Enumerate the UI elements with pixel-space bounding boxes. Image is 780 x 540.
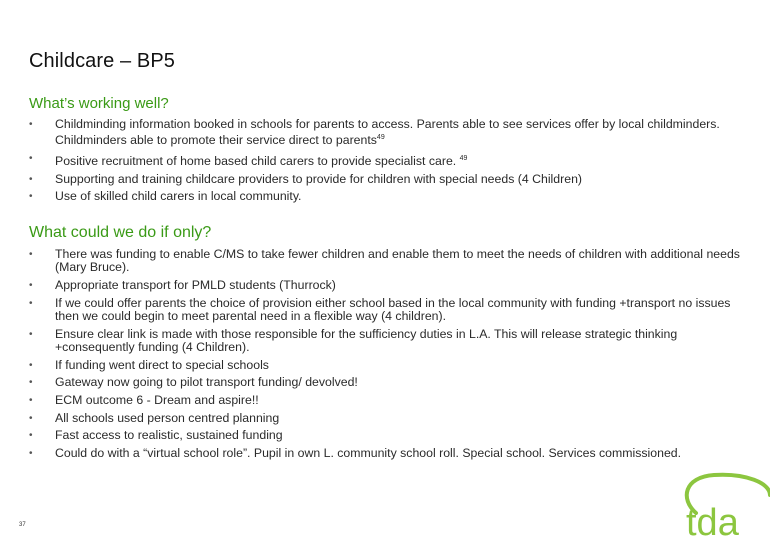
section-heading-working-well: What’s working well?: [29, 95, 169, 112]
tda-logo: [650, 465, 770, 540]
list-item-text: Ensure clear link is made with those responsible for the sufficiency duties in L.A. This will release strategic thinking +consequently funding (4 Children).: [55, 326, 678, 354]
list-item: [29, 279, 741, 292]
bullet-icon: •: [29, 173, 33, 185]
list-item: [29, 429, 741, 442]
slide-title: Childcare – BP5: [29, 50, 176, 72]
bullet-icon: •: [29, 395, 33, 407]
bullet-icon: •: [29, 119, 33, 130]
list-item: [29, 152, 741, 168]
bullet-icon: •: [29, 359, 33, 371]
list-item-text: Appropriate transport for PMLD students (Thurrock): [55, 277, 336, 292]
page-number: 37: [19, 522, 26, 528]
list-item: [29, 328, 741, 355]
footnote-ref: 49: [459, 154, 468, 162]
list-item: [29, 394, 741, 407]
list-item-text: Fast access to realistic, sustained funding: [55, 428, 283, 443]
bullet-icon: •: [29, 152, 33, 164]
working-well-list: [29, 118, 741, 208]
list-item-text: Could do with a “virtual school role”. Pupil in own L. community school roll. Special school. Services commissioned.: [55, 446, 682, 461]
list-item: [29, 173, 741, 186]
list-item-text: Use of skilled child carers in local community.: [55, 189, 302, 204]
list-item-text: All schools used person centred planning: [55, 410, 280, 425]
list-item: [29, 297, 741, 324]
list-item: [29, 359, 741, 372]
bullet-icon: •: [29, 297, 33, 309]
list-item: [29, 118, 741, 148]
bullet-icon: •: [29, 430, 33, 442]
list-item-text: If we could offer parents the choice of provision either school based in the local community with funding +transport no issues then we could begin to meet parental need in a flexible way (4 children).: [55, 295, 731, 323]
logo-text: tda: [686, 502, 739, 540]
list-item-text: Positive recruitment of home based child carers to provide specialist care.: [55, 153, 460, 168]
list-item-text: Supporting and training childcare providers to provide for children with special needs (4 Children): [55, 171, 583, 186]
section-heading-if-only: What could we do if only?: [29, 224, 212, 241]
bullet-icon: •: [29, 412, 33, 424]
list-item: [29, 412, 741, 425]
list-item-text: If funding went direct to special schools: [55, 357, 269, 372]
list-item-text: ECM outcome 6 - Dream and aspire!!: [55, 393, 259, 408]
if-only-list: [29, 248, 741, 465]
bullet-icon: •: [29, 191, 33, 203]
bullet-icon: •: [29, 448, 33, 460]
bullet-icon: •: [29, 249, 33, 260]
bullet-icon: •: [29, 328, 33, 340]
bullet-icon: •: [29, 377, 33, 389]
list-item-text: Gateway now going to pilot transport funding/ devolved!: [55, 375, 358, 390]
bullet-icon: •: [29, 279, 33, 291]
list-item-text: There was funding to enable C/MS to take fewer children and enable them to meet the needs of children with additional needs (Mary Bruce).: [55, 247, 740, 275]
list-item: [29, 447, 741, 460]
footnote-ref: 49: [376, 134, 385, 142]
list-item: [29, 376, 741, 389]
list-item-text: Childminding information booked in schools for parents to access. Parents able to see services offer by local childminders. Childminders able to promote their service direct to parents: [55, 117, 720, 148]
list-item: [29, 248, 741, 275]
list-item: [29, 190, 741, 203]
